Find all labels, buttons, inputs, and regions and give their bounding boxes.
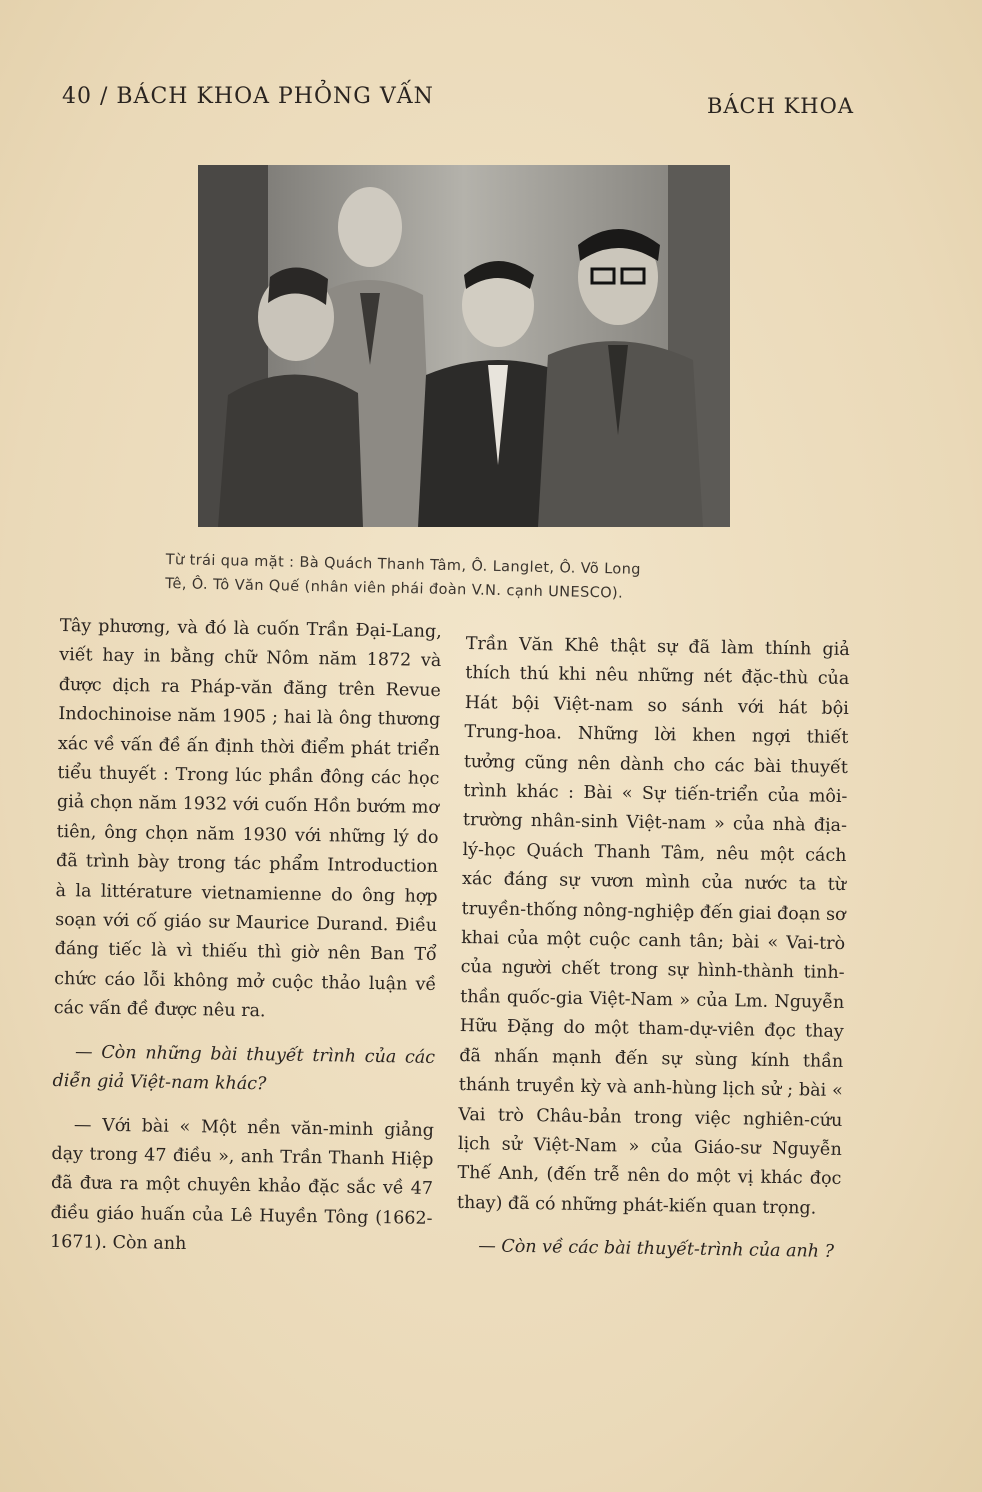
caption-line-1: Từ trái qua mặt : Bà Quách Thanh Tâm, Ô. Langlet, Ô. Võ Long bbox=[165, 551, 642, 578]
page-header-right: BÁCH KHOA bbox=[706, 94, 854, 118]
right-column bbox=[456, 630, 850, 1281]
caption-line-2: Tê, Ô. Tô Văn Quế (nhân viên phái đoàn V.N. cạnh UNESCO). bbox=[165, 575, 624, 602]
right-paragraph-1: Trần Văn Khê thật sự đã làm thính giả thích thú khi nêu những nét đặc-thù của Hát bội Việt-nam so sánh với hát bội Trung-hoa. Những lời khen ngợi thiết tưởng cũng nên dành cho các bài thuyết trình khác : Bài « Sự tiến-triển của môi-trường nhân-sinh Việt-nam » của nhà địa-lý-học Quách Thanh Tâm, nêu một cách xác đáng sự vươn mình của nước ta từ truyền-thống nông-nghiệp đến giai đoạn sơ khai của một cuộc canh tân; bài « Vai-trò của người chết trong sự hình-thành tinh-thần quốc-gia Việt-Nam » của Lm. Nguyễn Hữu Đặng do một tham-dự-viên đọc thay đã nhấn mạnh đến sự sùng kính thần thánh truyền kỳ và anh-hùng lịch sử ; bài « Vai trò Châu-bản trong việc nghiên-cứu lịch sử Việt-Nam » của Giáo-sư Nguyễn Thế Anh, (đến trễ nên do một vị khác đọc thay) đã có những phát-kiến quan trọng. bbox=[456, 633, 850, 1219]
left-column bbox=[50, 612, 442, 1277]
photo-caption bbox=[165, 548, 766, 609]
left-paragraph-3: — Với bài « Một nền văn-minh giảng dạy trong 47 điều », anh Trần Thanh Hiệp đã đưa ra một chuyên khảo đặc sắc về 47 điều giáo huấn của Lê Huyền Tông (1662-1671). Còn anh bbox=[49, 1114, 435, 1255]
group-photo bbox=[198, 165, 730, 527]
left-paragraph-1: Tây phương, và đó là cuốn Trần Đại-Lang, viết hay in bằng chữ Nôm năm 1872 và được dịch ra Pháp-văn đăng trên Revue Indochinoise năm 1905 ; hai là ông thương xác về vấn đề ấn định thời điểm phát triển tiểu thuyết : Trong lúc phần đông các học giả chọn năm 1932 với cuốn Hồn bướm mơ tiên, ông chọn năm 1930 với những lý do đã trình bày trong tác phẩm Introduction à la littérature vietnamienne do ông hợp soạn với cố giáo sư Maurice Durand. Điều đáng tiếc là vì thiếu thì giờ nên Ban Tổ chức cáo lỗi không mở cuộc thảo luận về các vấn đề được nêu ra. bbox=[53, 615, 442, 1022]
group-photo-icon bbox=[198, 165, 730, 527]
left-question: — Còn những bài thuyết trình của các diễn giả Việt-nam khác? bbox=[52, 1041, 436, 1095]
right-question: — Còn về các bài thuyết-trình của anh ? bbox=[478, 1236, 835, 1262]
page-header-left: 40 / BÁCH KHOA PHỎNG VẤN bbox=[62, 84, 434, 109]
